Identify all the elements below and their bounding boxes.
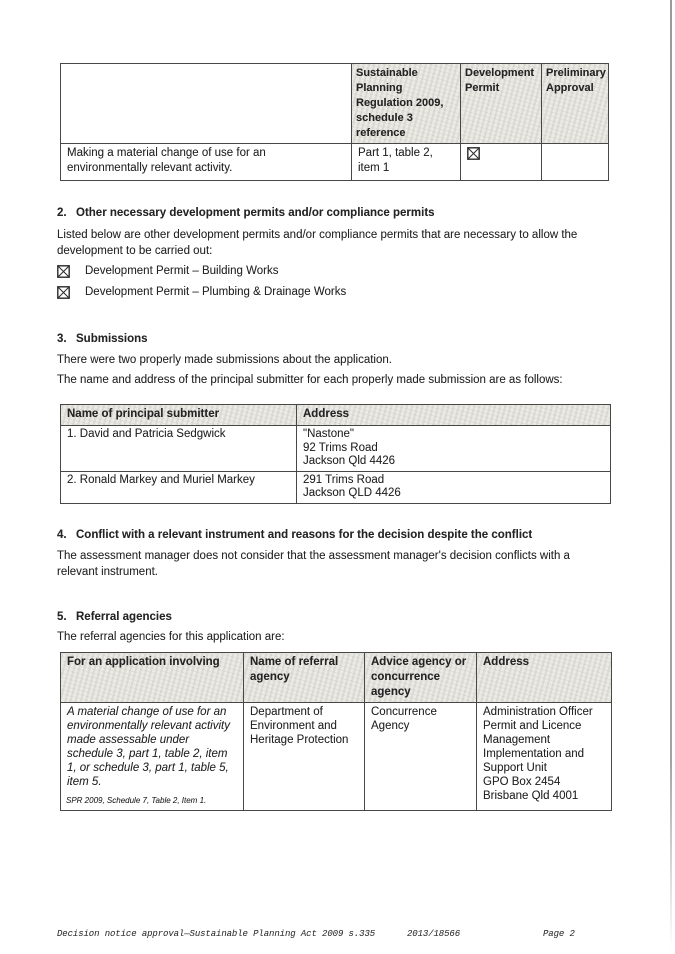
- approval-table-header-row: [61, 64, 609, 144]
- checklist-label-plumbing-drainage: Development Permit – Plumbing & Drainage Works: [85, 286, 347, 298]
- submitters-table: [60, 404, 611, 504]
- section-3-para1: There were two properly made submissions about the application.: [57, 354, 392, 366]
- section-2-number: 2.: [57, 207, 67, 219]
- section-3-para2: The name and address of the principal submitter for each properly made submission are as follows:: [57, 374, 563, 386]
- footer-reference-number: 2013/18566: [407, 929, 461, 939]
- referral-table-header-row: [61, 653, 612, 703]
- address-line: Jackson QLD 4426: [303, 487, 401, 499]
- approval-use-cell: Making a material change of use for an environmentally relevant activity.: [61, 144, 352, 181]
- footer-document-title: Decision notice approval—Sustainable Planning Act 2009 s.335: [57, 929, 376, 939]
- section-2-intro: Listed below are other development permits and/or compliance permits that are necessary to allow the development to be carried out:: [57, 229, 578, 257]
- submitter-1-address: [297, 426, 611, 472]
- address-line: Permit and Licence Management: [483, 720, 582, 746]
- section-5-para: The referral agencies for this application are:: [57, 631, 285, 643]
- submitter-1-name: 1. David and Patricia Sedgwick: [61, 426, 297, 472]
- checkbox-checked-icon: [57, 265, 70, 278]
- approval-table-data-row: [61, 144, 609, 181]
- referral-header-agency-name: Name of referral agency: [244, 653, 365, 703]
- checkbox-checked-icon: [467, 147, 480, 160]
- section-4-title: Conflict with a relevant instrument and reasons for the decision despite the conflict: [76, 529, 533, 541]
- address-line: 291 Trims Road: [303, 473, 385, 486]
- referral-involving-text: A material change of use for an environmentally relevant activity made assessable under schedule 3, part 1, table 2, item 1, or schedule 3, part 1, table 5, item 5.: [67, 706, 230, 788]
- approval-development-permit-cell: [461, 144, 542, 181]
- approval-table-header-preliminary-approval: Preliminary Approval: [542, 64, 609, 144]
- checklist-item-plumbing-drainage: [57, 285, 346, 299]
- referral-involving-cell: [61, 703, 244, 811]
- section-5-title-text: Referral agencies: [76, 611, 172, 623]
- section-4-heading: [57, 528, 617, 544]
- submitter-2-address: [297, 471, 611, 503]
- referral-involving-footnote: SPR 2009, Schedule 7, Table 2, Item 1.: [66, 796, 207, 805]
- section-3-number: 3.: [57, 333, 67, 345]
- referral-agency-name-cell: Department of Environment and Heritage Protection: [244, 703, 365, 811]
- submitter-2-name: 2. Ronald Markey and Muriel Markey: [61, 471, 297, 503]
- referral-address-cell: [477, 703, 612, 811]
- address-line: Implementation and Support Unit: [483, 748, 585, 774]
- approval-reference-cell: Part 1, table 2, item 1: [352, 144, 461, 181]
- address-line: Brisbane Qld 4001: [483, 790, 579, 802]
- address-line: "Nastone": [303, 428, 354, 440]
- address-line: Jackson Qld 4426: [303, 455, 396, 467]
- referral-header-involving: For an application involving: [61, 653, 244, 703]
- checkbox-checked-icon: [57, 286, 70, 299]
- section-5-number: 5.: [57, 611, 67, 623]
- approval-table-header-regulation: Sustainable Planning Regulation 2009, schedule 3 reference: [352, 64, 461, 144]
- checklist-item-building-works: [57, 264, 278, 278]
- approval-type-table: [60, 63, 609, 181]
- checklist-label-building-works: Development Permit – Building Works: [85, 265, 279, 277]
- section-2-heading: [57, 206, 617, 222]
- referral-header-agency-type: Advice agency or concurrence agency: [365, 653, 477, 703]
- approval-preliminary-approval-cell: [542, 144, 609, 181]
- section-4-number: 4.: [57, 529, 67, 541]
- address-line: 92 Trims Road: [303, 441, 378, 454]
- referral-agency-type-cell: Concurrence Agency: [365, 703, 477, 811]
- approval-table-header-development-permit: Development Permit: [461, 64, 542, 144]
- submitters-header-address: Address: [297, 405, 611, 426]
- footer-page-number: Page 2: [543, 929, 575, 939]
- section-4-para: The assessment manager does not consider that the assessment manager's decision conflicts with a relevant instrument.: [57, 550, 570, 578]
- referral-table-data-row: [61, 703, 612, 811]
- section-5-heading: [57, 610, 617, 626]
- submitter-row-1: [61, 426, 611, 472]
- submitters-header-name: Name of principal submitter: [61, 405, 297, 426]
- address-line: Administration Officer: [483, 706, 593, 718]
- approval-table-blank-header: [61, 64, 352, 144]
- submitter-row-2: [61, 471, 611, 503]
- referral-agencies-table: [60, 652, 612, 811]
- section-3-heading: [57, 332, 617, 348]
- address-line: GPO Box 2454: [483, 776, 561, 788]
- section-3-title: Submissions: [76, 333, 148, 345]
- submitters-table-header-row: [61, 405, 611, 426]
- referral-header-address: Address: [477, 653, 612, 703]
- scan-edge-artifact: [670, 0, 672, 950]
- section-2-title: Other necessary development permits and/or compliance permits: [76, 207, 435, 219]
